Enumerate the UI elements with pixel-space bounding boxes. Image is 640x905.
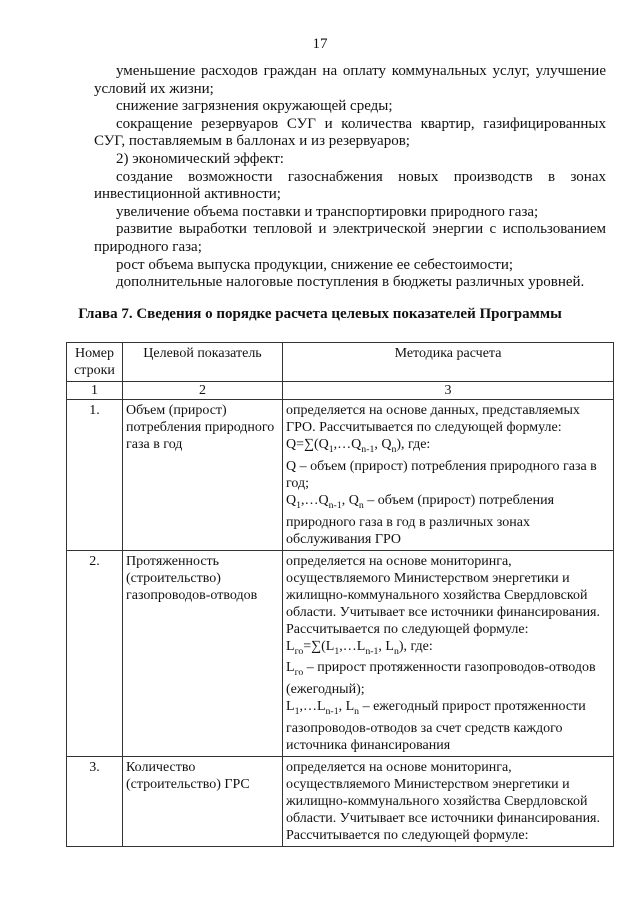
paragraph: сокращение резервуаров СУГ и количества квартир, газифицированных СУГ, поставляемым в баллонах и из резервуаров; <box>94 115 606 150</box>
paragraph: создание возможности газоснабжения новых производств в зонах инвестиционной активности; <box>94 168 606 203</box>
method-intro: определяется на основе мониторинга, осуществляемого Министерством энергетики и жилищно-коммунального хозяйства Свердловской области. Учитывает все источники финансирования. Рассчитывается по следующей формуле: <box>286 553 600 637</box>
page-number: 17 <box>312 36 328 52</box>
formula: $L_{го}=\sum(L_1,\dots L_{n-1}$, $L_n$), где: <box>286 638 433 657</box>
method-cell <box>283 400 614 551</box>
formula-definition: $Q_1,\dots Q_{n-1}$, $Q_n$ – объем (прирост) потребления природного газа в год в различных зонах обслуживания ГРО <box>286 492 555 547</box>
formula-definition: $L_1,\dots L_{n-1}$, $L_n$ – ежегодный прирост протяженности газопроводов-отводов за счет средств каждого источника финансирования <box>286 699 586 753</box>
paragraph: 2) экономический эффект: <box>116 150 284 167</box>
row-number: 1. <box>67 400 123 551</box>
paragraph: развитие выработки тепловой и электрической энергии с использованием природного газа; <box>94 221 606 255</box>
row-number: 3. <box>67 756 123 846</box>
paragraph: дополнительные налоговые поступления в бюджеты различных уровней. <box>116 274 585 291</box>
method-intro: определяется на основе данных, представляемых ГРО. Рассчитывается по следующей формуле: <box>286 403 580 435</box>
paragraph: уменьшение расходов граждан на оплату коммунальных услуг, улучшение условий их жизни; <box>94 63 606 97</box>
column-number: 3 <box>283 382 614 400</box>
row-number: 2. <box>67 550 123 756</box>
formula: $Q=\sum(Q_1,\dots Q_{n-1}$, $Q_n$), где: <box>286 437 431 455</box>
method-cell <box>283 550 614 756</box>
formula-definition: Q – объем (прирост) потребления природного газа в год; <box>286 458 597 491</box>
paragraph: снижение загрязнения окружающей среды; <box>116 98 393 115</box>
formula-definition: $L_{го}$ – прирост протяженности газопроводов-отводов (ежегодный); <box>286 660 596 698</box>
column-number-row <box>67 382 614 400</box>
paragraph: рост объема выпуска продукции, снижение ее себестоимости; <box>116 256 514 273</box>
indicator-cell: Объем (прирост) потребления природного газа в год <box>123 400 283 551</box>
calculation-table <box>66 342 614 847</box>
method-cell <box>283 756 614 846</box>
indicator-cell: Протяженность (строительство) газопроводов-отводов <box>123 550 283 756</box>
body-text <box>94 63 606 292</box>
header-method: Методика расчета <box>283 343 614 382</box>
indicator-cell: Количество (строительство) ГРС <box>123 756 283 846</box>
column-number: 2 <box>123 382 283 400</box>
header-indicator: Целевой показатель <box>123 343 283 382</box>
column-number: 1 <box>67 382 123 400</box>
table-header-row <box>67 343 614 382</box>
table-row <box>67 550 614 756</box>
chapter-title: Глава 7. Сведения о порядке расчета целевых показателей Программы <box>78 306 562 322</box>
method-intro: определяется на основе мониторинга, осуществляемого Министерством энергетики и жилищно-коммунального хозяйства Свердловской области. Учитывает все источники финансирования. Рассчитывается по следующей формуле: <box>286 759 600 843</box>
table-row <box>67 756 614 846</box>
paragraph: увеличение объема поставки и транспортировки природного газа; <box>116 203 539 220</box>
table-row <box>67 400 614 551</box>
header-row-number: Номер строки <box>67 343 123 382</box>
